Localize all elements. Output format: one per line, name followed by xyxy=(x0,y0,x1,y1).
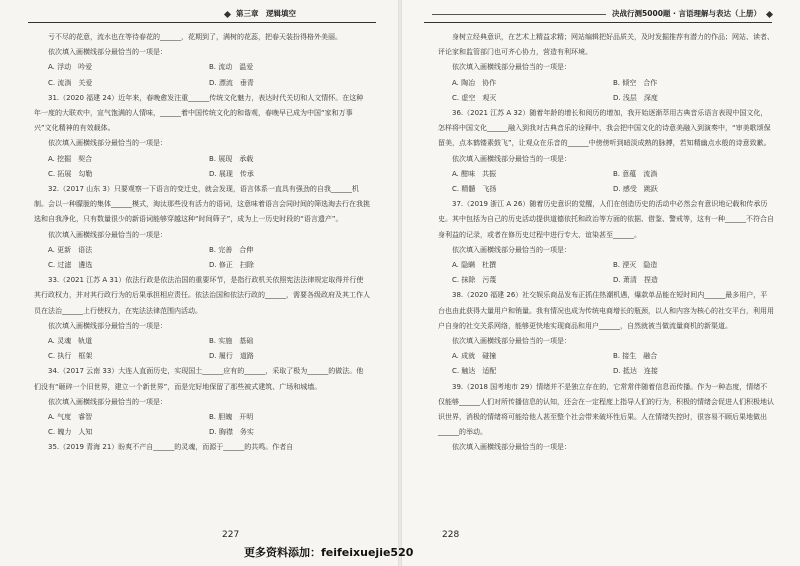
answer-option: D. 抵达 连接 xyxy=(613,367,658,376)
option-row xyxy=(34,152,370,167)
answer-option: C. 流淌 关爱 xyxy=(48,78,93,87)
answer-option: B. 意蕴 流淌 xyxy=(613,169,658,178)
answer-option: B. 湮灭 隐造 xyxy=(613,261,658,270)
option-row xyxy=(438,91,774,106)
option-row xyxy=(34,76,370,91)
right-header-rule xyxy=(424,22,772,23)
option-row xyxy=(34,334,370,349)
question-prompt: 依次填入画横线部分最恰当的一项是： xyxy=(452,337,571,346)
answer-option: D. 展现 传承 xyxy=(209,169,254,178)
option-row xyxy=(438,364,774,379)
question-text: 35.（2019 青海 21）盼爽不产自______的灵魂，而源于______的共鸣。作者自 xyxy=(48,443,294,452)
option-row xyxy=(34,410,370,425)
answer-option: A. 隐瞒 杜撰 xyxy=(452,261,497,270)
answer-option: A. 陶冶 协作 xyxy=(452,78,497,87)
answer-option: C. 过滤 遴选 xyxy=(48,261,93,270)
left-page-number: 227 xyxy=(222,530,240,540)
answer-option: B. 倾空 合作 xyxy=(613,78,658,87)
question-text: 亏不尽的花意，流水也在等待春花的______，花期到了，满树的花蕊，把春天装扮得格外美丽。 xyxy=(48,33,342,41)
option-row xyxy=(34,243,370,258)
question-text: 36.（2021 江苏 A 32）随着年龄的增长和阅历的增加，我开始逐渐萃用古典音乐语言表现中国文化，怎样将中国文化______融入到我对古典音乐的诠释中，我会把中国文化的诗意美融入到演奏中，“审美歌颂保留美，点本鹤镂素鼓飞”，让观众在乐音的______中傍傍听到暗淡成熟的脉搏，若知精幽点水般的诗意致歉。 xyxy=(438,109,771,148)
right-header-title: 决战行测5000题 · 言语理解与表达（上册） xyxy=(612,9,761,18)
answer-option: C. 触达 适配 xyxy=(452,367,497,376)
header-diamond-icon xyxy=(224,10,231,17)
right-page-header xyxy=(432,6,772,22)
option-row xyxy=(438,182,774,197)
answer-option: C. 虚空 观灭 xyxy=(452,93,497,102)
question-prompt: 依次填入画横线部分最恰当的一项是： xyxy=(48,48,167,57)
question-prompt: 依次填入画横线部分最恰当的一项是： xyxy=(48,230,167,239)
footer-watermark: 更多资料添加：feifeixuejie520 xyxy=(244,546,414,559)
header-diamond-icon xyxy=(766,10,773,17)
left-header-title: 第三章 逻辑填空 xyxy=(236,9,296,18)
option-row xyxy=(34,425,370,440)
option-row xyxy=(438,258,774,273)
answer-option: A. 浮动 吟爱 xyxy=(48,63,93,72)
header-line xyxy=(432,14,606,15)
left-page-content xyxy=(34,30,370,526)
option-row xyxy=(34,258,370,273)
answer-option: B. 实施 基础 xyxy=(209,337,254,346)
question-prompt: 依次填入画横线部分最恰当的一项是： xyxy=(452,443,571,452)
answer-option: D. 浅层 深度 xyxy=(613,93,658,102)
question-prompt: 依次填入画横线部分最恰当的一项是： xyxy=(48,139,167,148)
answer-option: B. 胆魄 开明 xyxy=(209,413,254,422)
left-page xyxy=(0,0,398,566)
answer-option: C. 执行 框架 xyxy=(48,352,93,361)
question-text: 32.（2017 山东 3）只要观察一下语言的变迁史，就会发现，语言体系一直具有强劲的自我______机制。会以一种朦胧的集体______模式，淘汰那些没有活力的语词，这意味着语言会同时间的筛选淘去行在我挑选和自我净化，只有数量很少的新语词能够穿越这种“时间筛子”，成为上一历史时段的“语言遗产”。 xyxy=(34,185,370,224)
answer-option: A. 气度 睿智 xyxy=(48,413,93,422)
question-prompt: 依次填入画横线部分最恰当的一项是： xyxy=(48,321,167,330)
option-row xyxy=(34,167,370,182)
answer-option: A. 成就 碰撞 xyxy=(452,352,497,361)
answer-option: B. 流动 温爱 xyxy=(209,63,254,72)
option-row xyxy=(438,273,774,288)
answer-option: B. 接生 融合 xyxy=(613,352,658,361)
option-row xyxy=(438,76,774,91)
answer-option: D. 漂流 垂青 xyxy=(209,78,254,87)
question-text: 33.（2021 江苏 A 31）依法行政是依法治国的重要环节，是指行政机关依照宪法法律规定取得并行使其行政权力，并对其行政行为的后果承担相应责任。依法治国和依法行政的______，需要各级政府及其工作人员在法治______上行使权力，在宪法法律范围内活动。 xyxy=(34,276,370,315)
question-prompt: 依次填入画横线部分最恰当的一项是： xyxy=(452,63,571,72)
answer-option: A. 更新 语法 xyxy=(48,245,93,254)
option-row xyxy=(34,349,370,364)
option-row xyxy=(34,60,370,75)
right-page-number: 228 xyxy=(442,530,460,540)
option-row xyxy=(438,167,774,182)
question-prompt: 依次填入画横线部分最恰当的一项是： xyxy=(452,154,571,163)
answer-option: D. 萧清 捏造 xyxy=(613,276,658,285)
answer-option: C. 精髓 飞扬 xyxy=(452,185,497,194)
right-page xyxy=(402,0,800,566)
answer-option: D. 修正 扫除 xyxy=(209,261,254,270)
question-text: 37.（2019 浙江 A 26）随着历史意识的觉醒，人们在创造历史的活动中必然会有意识地记载和传承历史。其中包括为自己的历史活动提供道德依托和政治等方面的依据、借鉴、警戒等，这有一种______不符合自身利益的记录，或者在修历史过程中进行专大、谊染甚至______。 xyxy=(438,200,774,239)
answer-option: D. 履行 道路 xyxy=(209,352,254,361)
answer-option: C. 魄力 人知 xyxy=(48,428,93,437)
answer-option: B. 完善 合伸 xyxy=(209,245,254,254)
left-page-header xyxy=(225,6,296,22)
answer-option: A. 挖掘 契合 xyxy=(48,154,93,163)
answer-option: A. 酣味 共振 xyxy=(452,169,497,178)
question-text: 31.（2020 福建 24）近年来，春晚愈发注重______传统文化魅力，表达时代关切和人文情怀。在这种年一度的大联欢中，宣气饱满的人情味，______着中国传统文化的和谐观，春晚早已成为中国“家和万事兴”文化精神的有效载体。 xyxy=(34,93,364,133)
question-prompt: 依次填入画横线部分最恰当的一项是： xyxy=(48,397,167,406)
answer-option: C. 抹除 污蔑 xyxy=(452,276,497,285)
question-prompt: 依次填入画横线部分最恰当的一项是： xyxy=(452,245,571,254)
left-header-rule xyxy=(28,22,376,23)
answer-option: C. 拓展 勾勒 xyxy=(48,169,93,178)
option-row xyxy=(438,349,774,364)
answer-option: D. 胸襟 务实 xyxy=(209,428,254,437)
question-text: 38.（2020 福建 26）社交娱乐商品发布正抓住热潮机遇，爆款单品能在短时间内______最多用户，平台也由此获得大量用户和销量。我有情况也成为传统电商增长的瓶颈，以人和内容为核心的社交平台，利用用户自身的社交关系网络，能够更快地实现商品和用户______，自然就被当做流量商机的新渠道。 xyxy=(438,291,774,330)
answer-option: A. 灵魂 轨道 xyxy=(48,337,93,346)
right-page-content xyxy=(438,30,774,526)
question-text: 39.（2018 国考地市 29）情绪并不是独立存在的，它常常伴随着信息而传播。作为一种态度，情绪不仅能够______人们对所传播信息的认知，还会在一定程度上指导人们的行为，积极的情绪会促进人们积极地认识世界，消极的情绪将可能给他人甚至整个社会带来破坏性后果。人在情绪失控时，很容易不顾后果地做出______的举动。 xyxy=(438,382,774,437)
question-text: 身树立经典意识，在艺术上精益求精；网站编辑把好品质关，及时发掘推荐有潜力的作品；网站、读者、评论家和监管部门也可齐心协力，营造有利环境。 xyxy=(438,33,774,57)
answer-option: D. 感受 跳跃 xyxy=(613,185,658,194)
answer-option: B. 展现 承载 xyxy=(209,154,254,163)
question-text: 34.（2017 云南 33）大连人直面历史，实现国土______应有的______，采取了极为______的做法。他们没有“砸碎一个旧世界，建立一个新世界”，而是完好地保留了那些被式建筑、广场和城墙。 xyxy=(34,367,364,391)
